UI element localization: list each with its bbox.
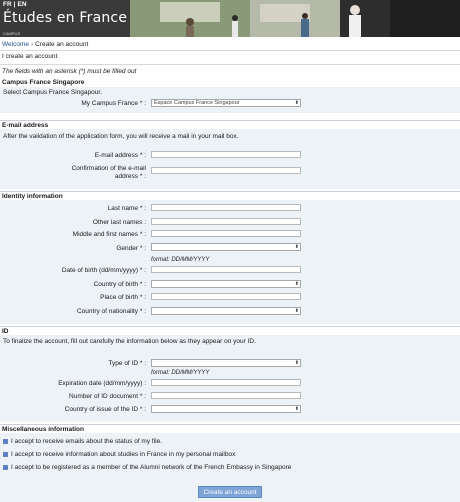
email-confirm-label-line1: Confirmation of the e-mail: [71, 165, 146, 172]
id-section: [0, 335, 460, 422]
place-birth-field[interactable]: [151, 293, 301, 300]
nationality-label: Country of nationality * :: [76, 308, 146, 315]
status-emails-label: I accept to receive emails about the status of my file.: [11, 438, 163, 445]
chevron-updown-icon: ⬍: [294, 281, 299, 287]
email-section-heading: E-mail address: [0, 120, 460, 129]
other-last-names-label: Other last names :: [92, 219, 146, 226]
gender-select[interactable]: [151, 243, 301, 251]
other-last-names-field[interactable]: [151, 218, 301, 225]
site-title[interactable]: Études en France: [3, 10, 128, 26]
chevron-updown-icon: ⬍: [294, 100, 299, 106]
id-number-label: Number of ID document * :: [69, 393, 146, 400]
status-emails-row: [3, 438, 162, 445]
country-birth-select[interactable]: [151, 280, 301, 288]
email-confirm-label-line2: address * :: [114, 173, 146, 180]
expiration-label: Expiration date (dd/mm/yyyy) :: [58, 380, 146, 387]
email-field[interactable]: [151, 151, 301, 158]
site-subtitle: CAMPUS: [3, 31, 21, 36]
email-confirm-field[interactable]: [151, 167, 301, 174]
divider: [0, 50, 460, 51]
campus-select[interactable]: [151, 99, 301, 107]
misc-section-heading: Miscellaneous information: [0, 424, 460, 433]
country-birth-label: Country of birth * :: [93, 281, 146, 288]
breadcrumb-current: Create an account: [35, 41, 89, 48]
submit-area: [0, 480, 460, 502]
email-section: [0, 129, 460, 189]
campus-select-value: Espace Campus France Singapour: [154, 100, 240, 106]
id-type-label: Type of ID * :: [108, 360, 146, 367]
dob-field[interactable]: [151, 266, 301, 273]
last-name-field[interactable]: [151, 204, 301, 211]
first-names-field[interactable]: [151, 230, 301, 237]
id-country-select[interactable]: [151, 405, 301, 413]
campus-intro: Select Campus France Singapour.: [3, 89, 102, 96]
header-banner: [0, 0, 460, 37]
campus-section: [0, 87, 460, 113]
nationality-select[interactable]: [151, 307, 301, 315]
checkbox-checked-icon[interactable]: [3, 439, 8, 444]
lang-fr-link[interactable]: FR: [3, 1, 12, 8]
divider: [0, 64, 460, 65]
gender-label: Gender * :: [116, 245, 146, 252]
breadcrumb: [2, 41, 88, 48]
checkbox-checked-icon[interactable]: [3, 465, 8, 470]
last-name-label: Last name * :: [107, 205, 146, 212]
expiration-format-hint: format: DD/MM/YYYY: [151, 370, 210, 376]
email-intro: After the validation of the application form, you will receive a mail in your mail box.: [3, 133, 239, 140]
study-info-row: [3, 451, 235, 458]
chevron-updown-icon: ⬍: [294, 360, 299, 366]
chevron-updown-icon: ⬍: [294, 308, 299, 314]
breadcrumb-home-link[interactable]: Welcome: [2, 41, 29, 48]
campus-section-heading: Campus France Singapore: [0, 78, 460, 87]
checkbox-checked-icon[interactable]: [3, 452, 8, 457]
email-label: E-mail address * :: [94, 152, 146, 159]
id-country-label: Country of issue of the ID * :: [64, 406, 146, 413]
first-names-label: Middle and first names * :: [72, 231, 146, 238]
identity-section: [0, 200, 460, 324]
alumni-label: I accept to be registered as a member of the Alumni network of the French Embassy in Singapore: [11, 464, 292, 471]
misc-section: [0, 433, 460, 480]
id-type-select[interactable]: [151, 359, 301, 367]
id-section-heading: ID: [0, 326, 460, 335]
create-account-button[interactable]: Create an account: [198, 486, 262, 498]
id-number-field[interactable]: [151, 392, 301, 399]
dob-label: Date of birth (dd/mm/yyyy) * :: [61, 267, 146, 274]
language-switch: FR | EN: [3, 1, 27, 8]
id-intro: To finalize the account, fill out carefully the information below as they appear on your ID.: [3, 338, 256, 345]
study-info-label: I accept to receive information about studies in France in my personal mailbox: [11, 451, 236, 458]
page-title: I create an account: [2, 53, 58, 60]
expiration-field[interactable]: [151, 379, 301, 386]
campus-label: My Campus France * :: [81, 100, 146, 107]
breadcrumb-separator: ›: [30, 41, 34, 48]
chevron-updown-icon: ⬍: [294, 406, 299, 412]
required-note: The fields with an asterisk (*) must be filled out: [2, 68, 137, 75]
chevron-updown-icon: ⬍: [294, 244, 299, 250]
alumni-row: [3, 464, 291, 471]
place-birth-label: Place of birth * :: [100, 294, 146, 301]
lang-en-link[interactable]: EN: [17, 1, 27, 8]
identity-section-heading: Identity information: [0, 191, 460, 200]
dob-format-hint: format: DD/MM/YYYY: [151, 257, 210, 263]
